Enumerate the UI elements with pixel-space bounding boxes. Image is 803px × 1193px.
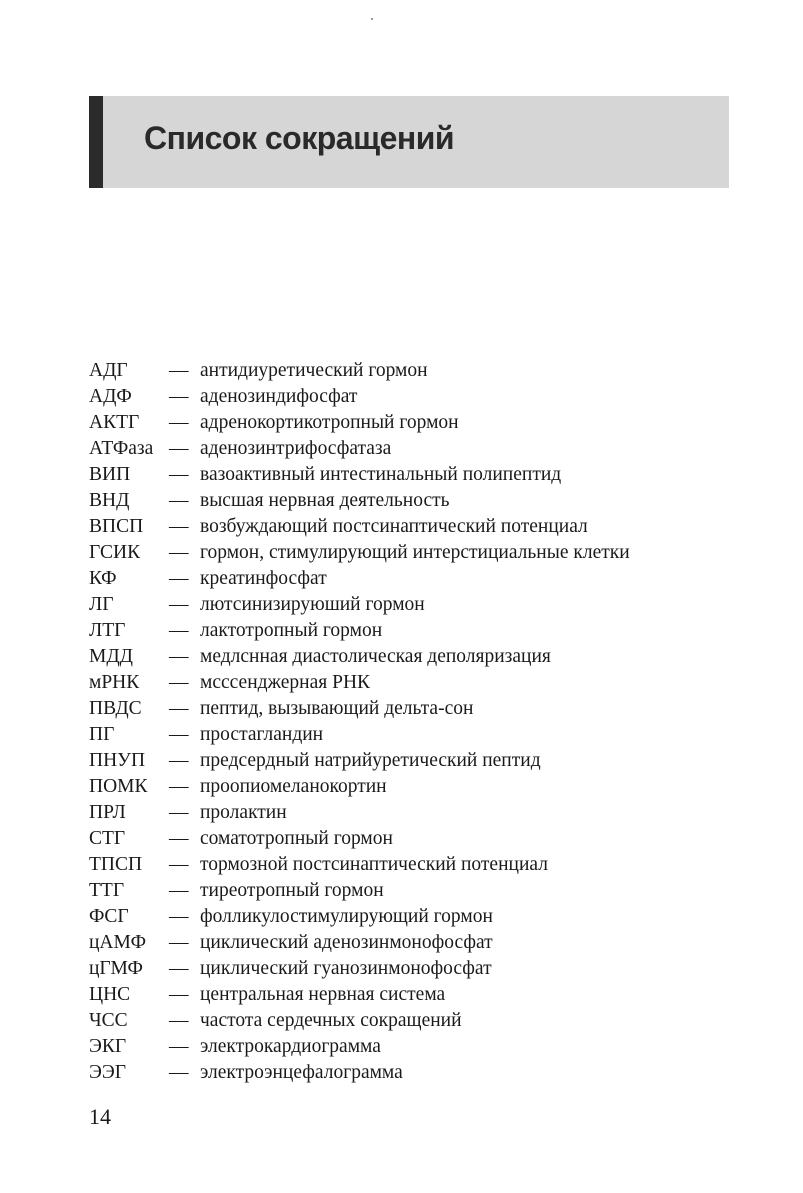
list-item <box>89 618 789 644</box>
list-item <box>89 488 789 514</box>
abbreviation-definition: циклический аденозинмонофосфат <box>200 932 493 953</box>
dash-separator: — <box>169 880 189 901</box>
abbreviation-term: ЭКГ <box>89 1036 127 1057</box>
abbreviation-term: ЭЭГ <box>89 1062 127 1083</box>
list-item <box>89 956 789 982</box>
abbreviation-term: ПРЛ <box>89 802 126 823</box>
dash-separator: — <box>169 672 189 693</box>
abbreviation-definition: соматотропный гормон <box>200 828 393 849</box>
dash-separator: — <box>169 906 189 927</box>
abbreviation-definition: тормозной постсинаптический потенциал <box>200 854 548 875</box>
section-header <box>89 96 729 188</box>
abbreviation-term: ПОМК <box>89 776 148 797</box>
list-item <box>89 540 789 566</box>
abbreviation-definition: предсердный натрийуретический пептид <box>200 750 541 771</box>
dash-separator: — <box>169 984 189 1005</box>
abbreviation-definition: антидиуретический гормон <box>200 360 428 381</box>
abbreviation-term: ЛГ <box>89 594 114 615</box>
list-item <box>89 1008 789 1034</box>
abbreviation-term: ПГ <box>89 724 115 745</box>
abbreviation-term: ПВДС <box>89 698 142 719</box>
list-item <box>89 852 789 878</box>
abbreviation-term: СТГ <box>89 828 126 849</box>
abbreviation-definition: адренокортикотропный гормон <box>200 412 459 433</box>
abbreviation-term: КФ <box>89 568 117 589</box>
abbreviation-definition: возбуждающий постсинаптический потенциал <box>200 516 588 537</box>
abbreviation-definition: мсссенджерная РНК <box>200 672 371 693</box>
dash-separator: — <box>169 932 189 953</box>
dash-separator: — <box>169 464 189 485</box>
list-item <box>89 1034 789 1060</box>
abbreviation-definition: простагландин <box>200 724 324 745</box>
dash-separator: — <box>169 750 189 771</box>
dash-separator: — <box>169 620 189 641</box>
dash-separator: — <box>169 412 189 433</box>
scan-speck <box>371 18 373 20</box>
abbreviation-definition: электроэнцефалограмма <box>200 1062 403 1083</box>
list-item <box>89 1060 789 1086</box>
dash-separator: — <box>169 516 189 537</box>
list-item <box>89 592 789 618</box>
dash-separator: — <box>169 568 189 589</box>
page-title: Список сокращений <box>144 120 455 156</box>
list-item <box>89 722 789 748</box>
abbreviation-definition: проопиомеланокортин <box>200 776 387 797</box>
list-item <box>89 904 789 930</box>
list-item <box>89 384 789 410</box>
dash-separator: — <box>169 646 189 667</box>
dash-separator: — <box>169 724 189 745</box>
list-item <box>89 644 789 670</box>
abbreviation-term: ГСИК <box>89 542 141 563</box>
dash-separator: — <box>169 828 189 849</box>
list-item <box>89 826 789 852</box>
abbreviation-definition: высшая нервная деятельность <box>200 490 450 511</box>
abbreviation-term: ФСГ <box>89 906 129 927</box>
abbreviation-definition: медлснная диастолическая деполяризация <box>200 646 551 667</box>
abbreviation-definition: лактотропный гормон <box>200 620 383 641</box>
list-item <box>89 748 789 774</box>
dash-separator: — <box>169 776 189 797</box>
abbreviation-definition: пролактин <box>200 802 287 823</box>
list-item <box>89 436 789 462</box>
list-item <box>89 800 789 826</box>
abbreviation-term: АДГ <box>89 360 128 381</box>
dash-separator: — <box>169 438 189 459</box>
list-item <box>89 878 789 904</box>
abbreviation-term: МДД <box>89 646 133 667</box>
abbreviation-term: мРНК <box>89 672 140 693</box>
list-item <box>89 462 789 488</box>
abbreviation-term: цАМФ <box>89 932 147 953</box>
list-item <box>89 696 789 722</box>
dash-separator: — <box>169 854 189 875</box>
abbreviation-term: ВИП <box>89 464 131 485</box>
abbreviation-definition: лютсинизируюший гормон <box>200 594 425 615</box>
abbreviation-definition: фолликулостимулирующий гормон <box>200 906 493 927</box>
abbreviation-term: цГМФ <box>89 958 143 979</box>
dash-separator: — <box>169 698 189 719</box>
abbreviation-definition: аденозинтрифосфатаза <box>200 438 392 459</box>
list-item <box>89 410 789 436</box>
dash-separator: — <box>169 490 189 511</box>
abbreviation-definition: вазоактивный интестинальный полипептид <box>200 464 562 485</box>
list-item <box>89 982 789 1008</box>
abbreviation-definition: электрокардиограмма <box>200 1036 381 1057</box>
abbreviation-definition: пептид, вызывающий дельта-сон <box>200 698 474 719</box>
dash-separator: — <box>169 802 189 823</box>
abbreviation-term: ЦНС <box>89 984 131 1005</box>
abbreviation-term: ВНД <box>89 490 130 511</box>
abbreviation-definition: гормон, стимулирующий интерстициальные клетки <box>200 542 630 563</box>
list-item <box>89 930 789 956</box>
list-item <box>89 566 789 592</box>
abbreviation-term: ВПСП <box>89 516 144 537</box>
dash-separator: — <box>169 386 189 407</box>
abbreviation-term: ЛТГ <box>89 620 126 641</box>
abbreviation-term: АКТГ <box>89 412 140 433</box>
abbreviation-term: ЧСС <box>89 1010 128 1031</box>
header-accent-bar <box>89 96 103 188</box>
abbreviation-term: ТТГ <box>89 880 125 901</box>
abbreviation-term: АТФаза <box>89 438 154 459</box>
list-item <box>89 774 789 800</box>
list-item <box>89 358 789 384</box>
dash-separator: — <box>169 542 189 563</box>
dash-separator: — <box>169 1036 189 1057</box>
dash-separator: — <box>169 958 189 979</box>
list-item <box>89 670 789 696</box>
abbreviation-definition: креатинфосфат <box>200 568 327 589</box>
dash-separator: — <box>169 1062 189 1083</box>
abbreviation-definition: циклический гуанозинмонофосфат <box>200 958 492 979</box>
abbreviation-definition: центральная нервная система <box>200 984 446 1005</box>
dash-separator: — <box>169 360 189 381</box>
abbreviation-definition: тиреотропный гормон <box>200 880 384 901</box>
dash-separator: — <box>169 594 189 615</box>
abbreviation-term: АДФ <box>89 386 132 407</box>
abbreviation-term: ПНУП <box>89 750 146 771</box>
abbreviation-definition: частота сердечных сокращений <box>200 1010 462 1031</box>
dash-separator: — <box>169 1010 189 1031</box>
list-item <box>89 514 789 540</box>
abbreviation-list <box>89 358 789 1086</box>
abbreviation-definition: аденозиндифосфат <box>200 386 358 407</box>
page-number: 14 <box>89 1104 111 1129</box>
abbreviation-term: ТПСП <box>89 854 143 875</box>
